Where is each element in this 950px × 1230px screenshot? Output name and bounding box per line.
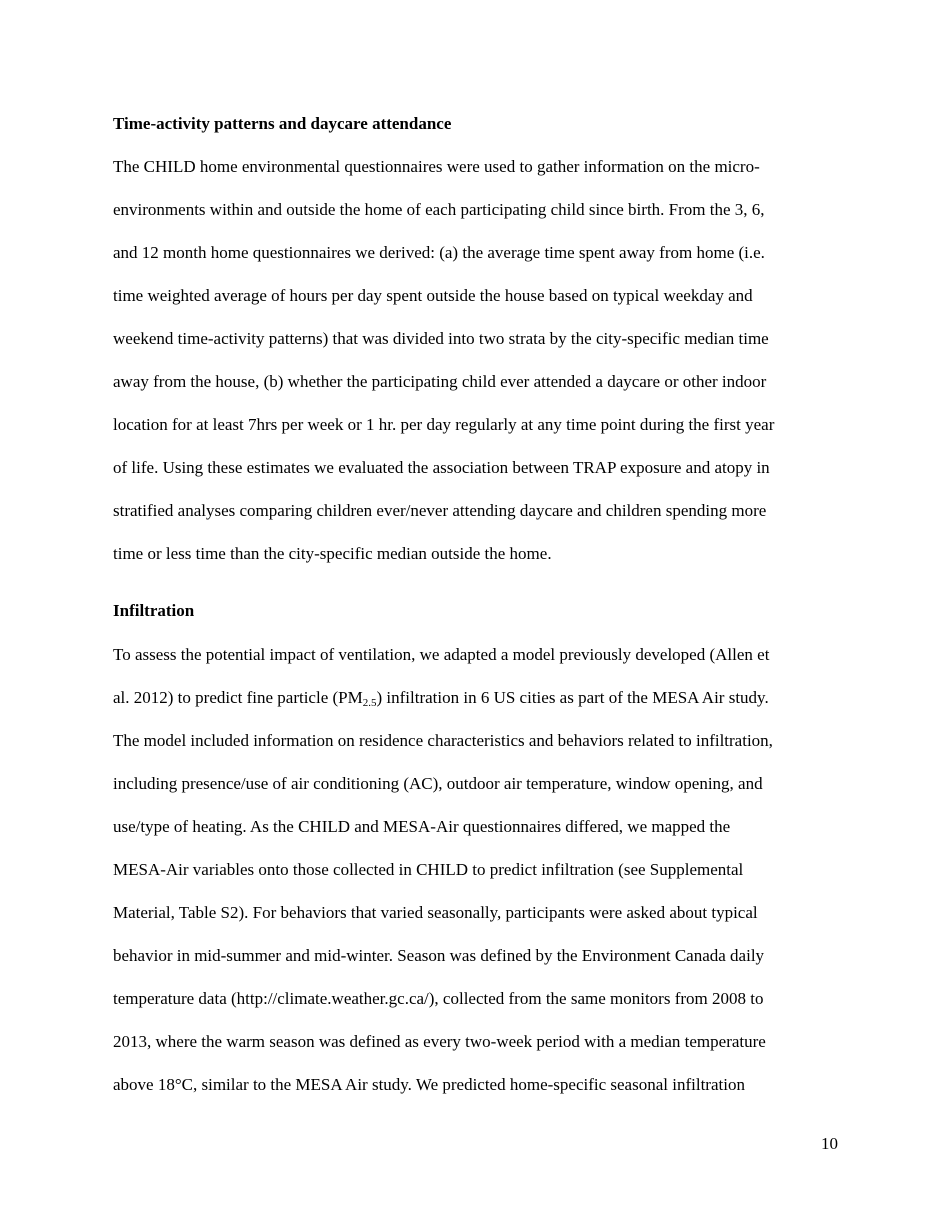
paragraph-line: The CHILD home environmental questionnaires were used to gather information on the micro- bbox=[113, 157, 760, 176]
paragraph-line: weekend time-activity patterns) that was divided into two strata by the city-specific median time bbox=[113, 329, 769, 348]
paragraph-line: use/type of heating. As the CHILD and MESA-Air questionnaires differed, we mapped the bbox=[113, 817, 731, 836]
paragraph-line: The model included information on residence characteristics and behaviors related to infiltration, bbox=[113, 731, 773, 750]
paragraph-line: behavior in mid-summer and mid-winter. Season was defined by the Environment Canada daily bbox=[113, 946, 765, 965]
line-text-before: al. 2012) to predict fine particle (PM bbox=[113, 688, 363, 707]
paragraph-line: To assess the potential impact of ventilation, we adapted a model previously developed (Allen et bbox=[113, 645, 770, 664]
paragraph-line: time weighted average of hours per day spent outside the house based on typical weekday and bbox=[113, 286, 753, 305]
pm-subscript: 2.5 bbox=[362, 697, 377, 709]
paragraph-line: time or less time than the city-specific median outside the home. bbox=[113, 544, 552, 563]
paragraph-line: stratified analyses comparing children ever/never attending daycare and children spending more bbox=[113, 501, 767, 520]
paragraph-line: location for at least 7hrs per week or 1 hr. per day regularly at any time point during the first year bbox=[113, 415, 775, 434]
section-heading-time-activity: Time-activity patterns and daycare attendance bbox=[113, 114, 452, 133]
paragraph-line-pm25 bbox=[113, 688, 769, 708]
section-heading-infiltration: Infiltration bbox=[113, 601, 195, 620]
paragraph-line: away from the house, (b) whether the participating child ever attended a daycare or other indoor bbox=[113, 372, 767, 391]
paragraph-line: environments within and outside the home of each participating child since birth. From the 3, 6, bbox=[113, 200, 765, 219]
paragraph-line: MESA-Air variables onto those collected in CHILD to predict infiltration (see Supplemental bbox=[113, 860, 744, 879]
paragraph-line: and 12 month home questionnaires we derived: (a) the average time spent away from home (i.e. bbox=[113, 243, 765, 262]
paragraph-line: temperature data (http://climate.weather.gc.ca/), collected from the same monitors from 2008 to bbox=[113, 989, 764, 1008]
paragraph-line: including presence/use of air conditioning (AC), outdoor air temperature, window opening, and bbox=[113, 774, 763, 793]
paragraph-line: Material, Table S2). For behaviors that varied seasonally, participants were asked about typical bbox=[113, 903, 758, 922]
paragraph-line: of life. Using these estimates we evaluated the association between TRAP exposure and atopy in bbox=[113, 458, 770, 477]
line-text-after: ) infiltration in 6 US cities as part of the MESA Air study. bbox=[376, 688, 769, 707]
paragraph-line: above 18°C, similar to the MESA Air study. We predicted home-specific seasonal infiltration bbox=[113, 1075, 745, 1094]
paragraph-line: 2013, where the warm season was defined as every two-week period with a median temperature bbox=[113, 1032, 766, 1051]
page-number: 10 bbox=[821, 1134, 838, 1153]
